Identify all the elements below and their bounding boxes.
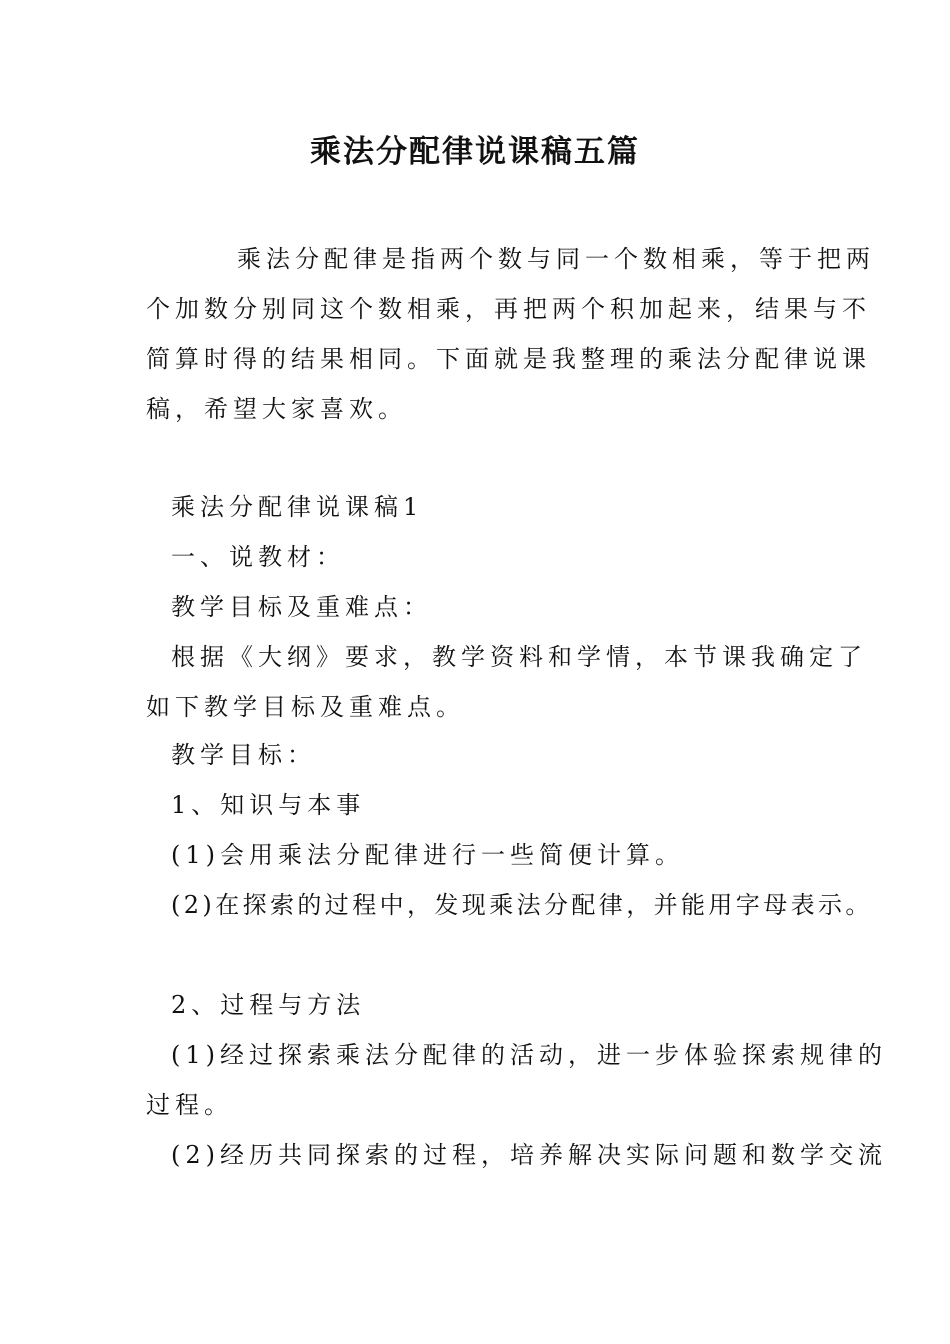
body-line-9: 2、过程与方法 xyxy=(171,991,366,1019)
intro-line-1: 乘法分配律是指两个数与同一个数相乘，等于把两 xyxy=(237,245,875,273)
body-line-4: 如下教学目标及重难点。 xyxy=(146,693,465,721)
intro-line-2: 个加数分别同这个数相乘，再把两个积加起来，结果与不 xyxy=(146,295,871,323)
body-line-2: 教学目标及重难点： xyxy=(171,593,432,621)
section-heading: 乘法分配律说课稿1 xyxy=(171,493,424,521)
body-line-11: 过程。 xyxy=(146,1091,233,1119)
document-title: 乘法分配律说课稿五篇 xyxy=(310,134,640,170)
intro-line-4: 稿，希望大家喜欢。 xyxy=(146,395,407,423)
body-line-7: (1)会用乘法分配律进行一些简便计算。 xyxy=(171,841,684,869)
intro-line-3: 简算时得的结果相同。下面就是我整理的乘法分配律说课 xyxy=(146,345,871,373)
body-line-12: (2)经历共同探索的过程，培养解决实际问题和数学交流 xyxy=(171,1141,887,1169)
body-line-10: (1)经过探索乘法分配律的活动，进一步体验探索规律的 xyxy=(171,1041,887,1069)
body-line-5: 教学目标： xyxy=(171,741,316,769)
body-line-3: 根据《大纲》要求，教学资料和学情，本节课我确定了 xyxy=(171,643,867,671)
body-line-8: (2)在探索的过程中，发现乘法分配律，并能用字母表示。 xyxy=(171,891,873,919)
body-line-6: 1、知识与本事 xyxy=(171,791,366,819)
body-line-1: 一、说教材： xyxy=(171,543,345,571)
